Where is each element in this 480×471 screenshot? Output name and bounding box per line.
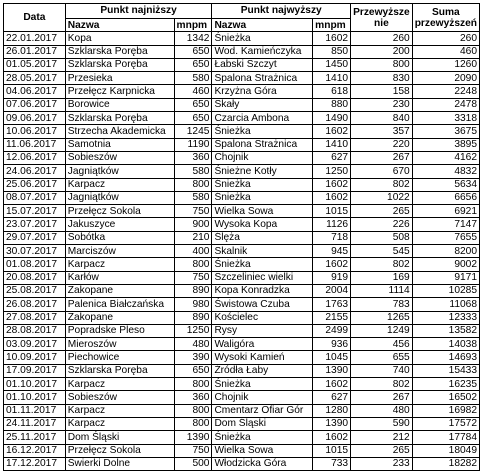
cell-cumulative: 8200: [412, 245, 479, 258]
table-row: [4, 58, 480, 71]
cell-high-name: Śnieżka: [212, 431, 313, 444]
cell-high-elevation: 618: [313, 85, 351, 98]
cell-high-name: Śnieżka: [212, 178, 313, 191]
cell-low-name: Dom Śląski: [65, 431, 174, 444]
cell-low-elevation: 360: [174, 151, 212, 164]
cell-low-elevation: 650: [174, 98, 212, 111]
cell-high-elevation: 1602: [313, 378, 351, 391]
cell-high-name: Śnieżka: [212, 258, 313, 271]
cell-gain: 265: [351, 444, 413, 457]
cell-high-name: Krzyżna Góra: [212, 85, 313, 98]
table-row: [4, 431, 480, 444]
cell-gain: 265: [351, 205, 413, 218]
cell-low-name: Karpacz: [65, 378, 174, 391]
cell-gain: 456: [351, 338, 413, 351]
cell-cumulative: 10285: [412, 284, 479, 297]
cell-gain: 220: [351, 138, 413, 151]
cell-date: 16.12.2017: [4, 444, 66, 457]
cell-cumulative: 4832: [412, 165, 479, 178]
cell-low-name: Przesieka: [65, 72, 174, 85]
cell-gain: 1114: [351, 284, 413, 297]
cell-high-elevation: 1602: [313, 32, 351, 45]
cell-gain: 233: [351, 457, 413, 470]
cell-low-elevation: 500: [174, 457, 212, 470]
cell-cumulative: 9171: [412, 271, 479, 284]
cell-date: 01.10.2017: [4, 391, 66, 404]
cell-date: 26.08.2017: [4, 298, 66, 311]
cell-cumulative: 13582: [412, 324, 479, 337]
cell-cumulative: 6921: [412, 205, 479, 218]
table-row: [4, 364, 480, 377]
cell-high-elevation: 1410: [313, 138, 351, 151]
cell-gain: 783: [351, 298, 413, 311]
cell-low-name: Świerki Dolne: [65, 457, 174, 470]
cell-high-name: Wod. Kamieńczyka: [212, 45, 313, 58]
cell-high-name: Szczeliniec wielki: [212, 271, 313, 284]
cell-high-name: Kopa Konradzka: [212, 284, 313, 297]
cell-date: 09.06.2017: [4, 112, 66, 125]
cell-low-name: Przełęcz Sokola: [65, 444, 174, 457]
cell-gain: 670: [351, 165, 413, 178]
cell-low-name: Jagniątków: [65, 191, 174, 204]
elevation-log-table: [3, 3, 480, 471]
cell-gain: 200: [351, 45, 413, 58]
cell-gain: 545: [351, 245, 413, 258]
header-high-name: Nazwa: [212, 19, 313, 32]
cell-high-elevation: 1450: [313, 58, 351, 71]
cell-low-name: Piechowice: [65, 351, 174, 364]
cell-low-elevation: 580: [174, 72, 212, 85]
cell-cumulative: 260: [412, 32, 479, 45]
cell-low-elevation: 580: [174, 165, 212, 178]
cell-high-elevation: 627: [313, 391, 351, 404]
header-elevation-gain: [351, 4, 413, 32]
table-row: [4, 138, 480, 151]
cell-gain: 260: [351, 32, 413, 45]
table-row: [4, 391, 480, 404]
cell-cumulative: 460: [412, 45, 479, 58]
cell-gain: 226: [351, 218, 413, 231]
cell-gain: 830: [351, 72, 413, 85]
cell-high-elevation: 1602: [313, 178, 351, 191]
cell-date: 17.12.2017: [4, 457, 66, 470]
cell-date: 28.08.2017: [4, 324, 66, 337]
cell-date: 27.08.2017: [4, 311, 66, 324]
table-row: [4, 311, 480, 324]
cell-cumulative: 17572: [412, 417, 479, 430]
cell-gain: 1265: [351, 311, 413, 324]
header-cumulative-gain-line2: przewyższeń: [414, 17, 477, 29]
cell-date: 08.07.2017: [4, 191, 66, 204]
cell-high-name: Spalona Strażnica: [212, 72, 313, 85]
cell-cumulative: 4162: [412, 151, 479, 164]
table-row: [4, 218, 480, 231]
cell-low-name: Popradske Pleso: [65, 324, 174, 337]
cell-high-elevation: 2004: [313, 284, 351, 297]
cell-date: 23.07.2017: [4, 218, 66, 231]
cell-date: 24.06.2017: [4, 165, 66, 178]
cell-cumulative: 18049: [412, 444, 479, 457]
cell-gain: 212: [351, 431, 413, 444]
cell-gain: 480: [351, 404, 413, 417]
cell-gain: 267: [351, 151, 413, 164]
cell-gain: 1022: [351, 191, 413, 204]
header-lowest-point: Punkt najniższy: [65, 4, 212, 19]
header-elevation-gain-line1: Przewyższe: [353, 6, 410, 18]
cell-high-elevation: 1250: [313, 165, 351, 178]
cell-high-name: Wysoka Kopa: [212, 218, 313, 231]
cell-high-name: Śnieżka: [212, 32, 313, 45]
cell-date: 10.09.2017: [4, 351, 66, 364]
cell-date: 22.01.2017: [4, 32, 66, 45]
cell-low-elevation: 580: [174, 191, 212, 204]
cell-date: 25.08.2017: [4, 284, 66, 297]
cell-date: 01.08.2017: [4, 258, 66, 271]
cell-high-elevation: 919: [313, 271, 351, 284]
cell-cumulative: 1260: [412, 58, 479, 71]
table-row: [4, 404, 480, 417]
cell-high-elevation: 1602: [313, 258, 351, 271]
cell-gain: 802: [351, 178, 413, 191]
cell-high-name: Chojnik: [212, 151, 313, 164]
cell-cumulative: 5634: [412, 178, 479, 191]
cell-low-name: Sobieszów: [65, 151, 174, 164]
cell-date: 20.08.2017: [4, 271, 66, 284]
cell-high-name: Skały: [212, 98, 313, 111]
cell-cumulative: 14038: [412, 338, 479, 351]
cell-high-elevation: 1280: [313, 404, 351, 417]
cell-high-name: Waligóra: [212, 338, 313, 351]
table-row: [4, 378, 480, 391]
cell-date: 26.01.2017: [4, 45, 66, 58]
table-row: [4, 258, 480, 271]
cell-low-name: Mieroszów: [65, 338, 174, 351]
cell-low-elevation: 360: [174, 391, 212, 404]
cell-cumulative: 3675: [412, 125, 479, 138]
cell-high-name: Łabski Szczyt: [212, 58, 313, 71]
cell-low-name: Jagniątków: [65, 165, 174, 178]
cell-gain: 802: [351, 378, 413, 391]
table-row: [4, 284, 480, 297]
table-row: [4, 178, 480, 191]
cell-low-elevation: 800: [174, 417, 212, 430]
cell-low-name: Sobótka: [65, 231, 174, 244]
cell-gain: 158: [351, 85, 413, 98]
cell-cumulative: 3318: [412, 112, 479, 125]
cell-high-name: Śnieżka: [212, 125, 313, 138]
cell-high-elevation: 2155: [313, 311, 351, 324]
cell-cumulative: 2090: [412, 72, 479, 85]
table-row: [4, 338, 480, 351]
cell-high-elevation: 627: [313, 151, 351, 164]
cell-high-name: Ślęża: [212, 231, 313, 244]
cell-date: 07.06.2017: [4, 98, 66, 111]
elevation-log-table-wrapper: [3, 3, 480, 471]
cell-date: 24.11.2017: [4, 417, 66, 430]
cell-date: 01.11.2017: [4, 404, 66, 417]
cell-high-name: Włodzicka Góra: [212, 457, 313, 470]
cell-date: 17.09.2017: [4, 364, 66, 377]
cell-low-name: Zakopane: [65, 284, 174, 297]
cell-high-elevation: 1390: [313, 417, 351, 430]
cell-cumulative: 14693: [412, 351, 479, 364]
cell-high-elevation: 1126: [313, 218, 351, 231]
cell-low-name: Borowice: [65, 98, 174, 111]
cell-low-elevation: 1250: [174, 324, 212, 337]
cell-cumulative: 17784: [412, 431, 479, 444]
cell-high-elevation: 1015: [313, 444, 351, 457]
cell-high-name: Spalona Strażnica: [212, 138, 313, 151]
header-low-name: Nazwa: [65, 19, 174, 32]
table-row: [4, 72, 480, 85]
header-high-unit: mnpm: [313, 19, 351, 32]
cell-low-elevation: 1190: [174, 138, 212, 151]
table-body: [4, 32, 480, 471]
cell-cumulative: 16235: [412, 378, 479, 391]
cell-high-name: Wysoki Kamień: [212, 351, 313, 364]
cell-cumulative: 11068: [412, 298, 479, 311]
table-row: [4, 231, 480, 244]
cell-cumulative: 2478: [412, 98, 479, 111]
header-low-unit: mnpm: [174, 19, 212, 32]
table-row: [4, 324, 480, 337]
cell-high-elevation: 733: [313, 457, 351, 470]
cell-high-name: Wielka Sowa: [212, 205, 313, 218]
cell-cumulative: 2248: [412, 85, 479, 98]
cell-high-name: Cmentarz Ofiar Gór: [212, 404, 313, 417]
cell-date: 29.07.2017: [4, 231, 66, 244]
cell-date: 15.07.2017: [4, 205, 66, 218]
cell-low-name: Zakopane: [65, 311, 174, 324]
cell-cumulative: 9002: [412, 258, 479, 271]
cell-low-name: Jakuszyce: [65, 218, 174, 231]
header-elevation-gain-line2: nie: [374, 17, 389, 29]
table-row: [4, 457, 480, 470]
cell-low-elevation: 750: [174, 205, 212, 218]
cell-cumulative: 16982: [412, 404, 479, 417]
cell-low-name: Karpacz: [65, 404, 174, 417]
cell-gain: 802: [351, 258, 413, 271]
cell-low-elevation: 400: [174, 245, 212, 258]
cell-low-elevation: 650: [174, 45, 212, 58]
table-row: [4, 271, 480, 284]
cell-high-elevation: 936: [313, 338, 351, 351]
header-date: Data: [4, 4, 66, 32]
cell-high-name: Śnieżne Kotły: [212, 165, 313, 178]
cell-cumulative: 6656: [412, 191, 479, 204]
cell-low-elevation: 480: [174, 338, 212, 351]
cell-low-elevation: 460: [174, 85, 212, 98]
table-row: [4, 45, 480, 58]
cell-high-elevation: 880: [313, 98, 351, 111]
table-row: [4, 85, 480, 98]
cell-low-name: Karpacz: [65, 258, 174, 271]
cell-low-name: Samotnia: [65, 138, 174, 151]
cell-date: 01.10.2017: [4, 378, 66, 391]
cell-high-name: Rysy: [212, 324, 313, 337]
cell-date: 30.07.2017: [4, 245, 66, 258]
cell-gain: 840: [351, 112, 413, 125]
cell-high-name: Skalnik: [212, 245, 313, 258]
cell-high-name: Wielka Sowa: [212, 444, 313, 457]
cell-low-elevation: 900: [174, 218, 212, 231]
cell-high-elevation: 945: [313, 245, 351, 258]
cell-high-name: Śnieżka: [212, 378, 313, 391]
header-row-top: [4, 4, 480, 19]
cell-high-elevation: 1410: [313, 72, 351, 85]
cell-low-elevation: 800: [174, 378, 212, 391]
cell-low-elevation: 890: [174, 311, 212, 324]
cell-high-name: Dom Śląski: [212, 417, 313, 430]
cell-low-elevation: 1390: [174, 431, 212, 444]
cell-low-elevation: 800: [174, 404, 212, 417]
cell-low-name: Przełęcz Sokola: [65, 205, 174, 218]
cell-gain: 1249: [351, 324, 413, 337]
table-row: [4, 417, 480, 430]
cell-gain: 357: [351, 125, 413, 138]
table-row: [4, 298, 480, 311]
cell-high-elevation: 1763: [313, 298, 351, 311]
table-row: [4, 165, 480, 178]
cell-low-elevation: 1245: [174, 125, 212, 138]
cell-low-elevation: 210: [174, 231, 212, 244]
cell-low-elevation: 1342: [174, 32, 212, 45]
header-cumulative-gain: [412, 4, 479, 32]
cell-date: 25.11.2017: [4, 431, 66, 444]
table-row: [4, 125, 480, 138]
table-row: [4, 32, 480, 45]
cell-low-elevation: 650: [174, 58, 212, 71]
cell-gain: 169: [351, 271, 413, 284]
cell-low-elevation: 650: [174, 112, 212, 125]
header-cumulative-gain-line1: Suma: [431, 6, 460, 18]
cell-high-elevation: 1015: [313, 205, 351, 218]
cell-low-name: Przełęcz Karpnicka: [65, 85, 174, 98]
cell-low-name: Szklarska Poręba: [65, 45, 174, 58]
cell-date: 25.06.2017: [4, 178, 66, 191]
cell-low-name: Palenica Białczańska: [65, 298, 174, 311]
cell-low-name: Karłów: [65, 271, 174, 284]
cell-gain: 655: [351, 351, 413, 364]
cell-high-name: Kościelec: [212, 311, 313, 324]
table-row: [4, 245, 480, 258]
cell-date: 04.06.2017: [4, 85, 66, 98]
cell-high-name: Śnieżka: [212, 191, 313, 204]
cell-gain: 230: [351, 98, 413, 111]
cell-low-elevation: 800: [174, 178, 212, 191]
cell-gain: 740: [351, 364, 413, 377]
cell-high-elevation: 850: [313, 45, 351, 58]
cell-gain: 800: [351, 58, 413, 71]
cell-high-name: Źródła Łaby: [212, 364, 313, 377]
cell-date: 03.09.2017: [4, 338, 66, 351]
cell-low-name: Karpacz: [65, 417, 174, 430]
table-row: [4, 112, 480, 125]
cell-high-elevation: 1602: [313, 431, 351, 444]
table-row: [4, 444, 480, 457]
cell-high-elevation: 2499: [313, 324, 351, 337]
cell-date: 01.05.2017: [4, 58, 66, 71]
table-row: [4, 205, 480, 218]
cell-date: 12.06.2017: [4, 151, 66, 164]
cell-low-name: Karpacz: [65, 178, 174, 191]
cell-low-elevation: 390: [174, 351, 212, 364]
cell-low-elevation: 650: [174, 364, 212, 377]
cell-low-name: Kopa: [65, 32, 174, 45]
cell-low-name: Sobieszów: [65, 391, 174, 404]
cell-cumulative: 7147: [412, 218, 479, 231]
cell-low-name: Strzecha Akademicka: [65, 125, 174, 138]
cell-low-elevation: 980: [174, 298, 212, 311]
table-row: [4, 351, 480, 364]
cell-gain: 267: [351, 391, 413, 404]
cell-cumulative: 7655: [412, 231, 479, 244]
cell-cumulative: 12333: [412, 311, 479, 324]
cell-cumulative: 18282: [412, 457, 479, 470]
cell-low-elevation: 800: [174, 258, 212, 271]
cell-date: 11.06.2017: [4, 138, 66, 151]
table-row: [4, 191, 480, 204]
cell-cumulative: 15433: [412, 364, 479, 377]
cell-high-name: Czarcia Ambona: [212, 112, 313, 125]
cell-low-name: Szklarska Poręba: [65, 112, 174, 125]
cell-high-elevation: 1045: [313, 351, 351, 364]
cell-low-elevation: 890: [174, 284, 212, 297]
cell-gain: 508: [351, 231, 413, 244]
cell-high-elevation: 1602: [313, 125, 351, 138]
cell-cumulative: 3895: [412, 138, 479, 151]
cell-low-name: Marciszów: [65, 245, 174, 258]
cell-high-elevation: 1390: [313, 364, 351, 377]
cell-high-elevation: 718: [313, 231, 351, 244]
cell-gain: 590: [351, 417, 413, 430]
cell-cumulative: 16502: [412, 391, 479, 404]
cell-low-elevation: 750: [174, 444, 212, 457]
cell-low-name: Szklarska Poręba: [65, 364, 174, 377]
cell-low-name: Szklarska Poręba: [65, 58, 174, 71]
cell-high-name: Chojnik: [212, 391, 313, 404]
cell-low-elevation: 750: [174, 271, 212, 284]
cell-date: 10.06.2017: [4, 125, 66, 138]
cell-date: 28.05.2017: [4, 72, 66, 85]
table-row: [4, 98, 480, 111]
cell-high-elevation: 1602: [313, 191, 351, 204]
cell-high-elevation: 1490: [313, 112, 351, 125]
cell-high-name: Świstowa Czuba: [212, 298, 313, 311]
header-highest-point: Punkt najwyższy: [212, 4, 351, 19]
table-row: [4, 151, 480, 164]
